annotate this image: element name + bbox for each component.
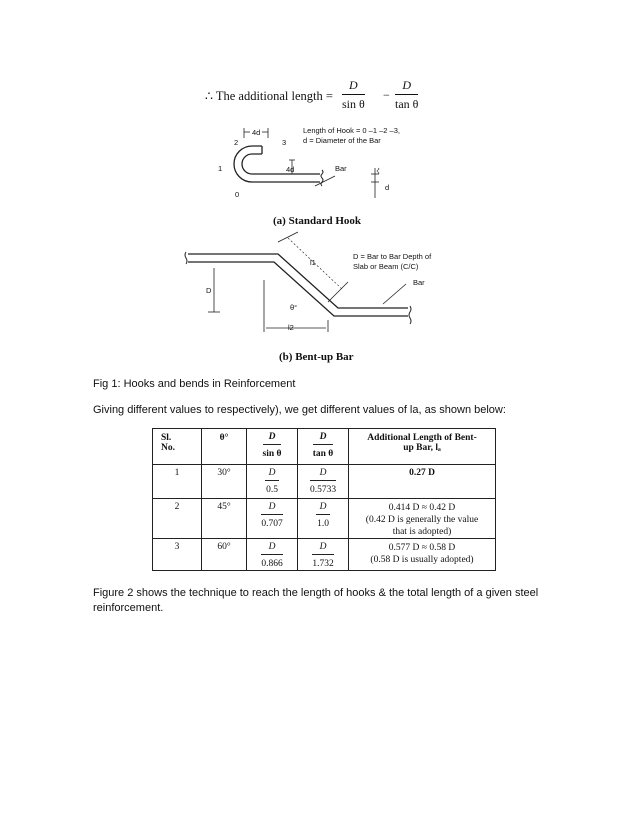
row3-sin-num: D	[261, 542, 282, 555]
row3-sl: 3	[153, 539, 202, 571]
bent-label-l1: l1	[310, 258, 316, 267]
row2-tan	[298, 499, 349, 539]
row3-tan	[298, 539, 349, 571]
row1-tan-den: 0.5733	[309, 485, 337, 495]
header-additional-line2: up Bar, lₐ	[403, 443, 441, 453]
row2-result-line3: that is adopted)	[392, 527, 452, 537]
header-tan-num: D	[313, 432, 334, 445]
row2-sin	[247, 499, 298, 539]
header-theta	[202, 429, 247, 465]
row1-sin-num: D	[265, 468, 280, 481]
table-row	[153, 499, 496, 539]
row1-tan-num: D	[310, 468, 336, 481]
bent-note-line1: D = Bar to Bar Depth of	[353, 252, 432, 261]
formula-term1-num: D	[342, 78, 365, 95]
intro-text: Giving different values to respectively), we get different values of la, as shown below:	[93, 404, 506, 416]
table-header-row	[153, 429, 496, 465]
formula-term2-den: tan θ	[395, 97, 419, 111]
hook-caption: (a) Standard Hook	[273, 215, 362, 227]
closing-text-line1: Figure 2 shows the technique to reach the length of hooks & the total length of a given steel	[93, 587, 539, 599]
row2-sin-den: 0.707	[261, 519, 283, 529]
hook-dim-4d: 4d	[252, 128, 261, 137]
formula-minus: −	[383, 88, 390, 102]
row1-sin	[247, 465, 298, 499]
hook-label-4d-vertical: 4d	[286, 165, 295, 174]
closing-text-line2: reinforcement.	[93, 602, 164, 614]
row3-result-line2: (0.58 D is usually adopted)	[370, 555, 474, 565]
hook-note-line2: d = Diameter of the Bar	[303, 136, 381, 145]
row2-sin-num: D	[261, 502, 282, 515]
hook-label-0: 0	[235, 190, 240, 199]
formula	[205, 78, 435, 114]
row3-tan-den: 1.732	[312, 559, 334, 569]
header-sl-line2: No.	[161, 443, 175, 453]
row1-result	[349, 465, 496, 499]
bent-up-table	[152, 428, 496, 571]
formula-term2	[395, 78, 418, 112]
formula-term1-den: sin θ	[342, 97, 365, 111]
header-tan	[298, 429, 349, 465]
hook-label-3: 3	[282, 138, 287, 147]
header-sl-line1: Sl.	[161, 433, 172, 443]
row2-sl: 2	[153, 499, 202, 539]
bent-label-bar: Bar	[413, 278, 425, 287]
header-theta-text: θ°	[219, 433, 229, 443]
row3-tan-num: D	[312, 542, 333, 555]
row3-result	[349, 539, 496, 571]
row1-result-line1: 0.27 D	[409, 468, 435, 478]
row3-sin-den: 0.866	[261, 559, 283, 569]
table-row	[153, 465, 496, 499]
hook-label-d: d	[385, 183, 390, 192]
row2-result-line1: 0.414 D ≈ 0.42 D	[388, 503, 456, 513]
row1-sin-den: 0.5	[266, 485, 278, 495]
bent-label-D: D	[206, 286, 212, 295]
bent-up-bar-drawing	[178, 228, 438, 338]
hook-label-bar: Bar	[335, 164, 347, 173]
bent-label-l2: l2	[288, 323, 294, 332]
header-sin	[247, 429, 298, 465]
hook-label-1: 1	[218, 164, 223, 173]
header-sl	[153, 429, 202, 465]
formula-term2-num: D	[395, 78, 418, 95]
row3-sin	[247, 539, 298, 571]
bent-caption: (b) Bent-up Bar	[279, 351, 354, 363]
row1-tan	[298, 465, 349, 499]
hook-note-line1: Length of Hook = 0 –1 –2 –3,	[303, 126, 400, 135]
row2-tan-den: 1.0	[317, 519, 329, 529]
row1-theta: 30°	[202, 465, 247, 499]
header-sin-num: D	[263, 432, 282, 445]
row2-tan-num: D	[316, 502, 331, 515]
row3-result-line1: 0.577 D ≈ 0.58 D	[388, 543, 456, 553]
row2-theta: 45°	[202, 499, 247, 539]
formula-prefix: ∴ The additional length =	[205, 89, 333, 103]
formula-term1	[342, 78, 365, 112]
bent-note-line2: Slab or Beam (C/C)	[353, 262, 419, 271]
header-sin-den: sin θ	[262, 449, 282, 459]
row3-theta: 60°	[202, 539, 247, 571]
bent-label-theta: θ°	[290, 303, 298, 312]
fig-caption: Fig 1: Hooks and bends in Reinforcement	[93, 378, 296, 390]
header-additional-line1: Additional Length of Bent-	[367, 433, 477, 443]
table-row	[153, 539, 496, 571]
row2-result-line2: (0.42 D is generally the value	[365, 515, 479, 525]
header-additional-length	[349, 429, 496, 465]
hook-label-2: 2	[234, 138, 239, 147]
header-tan-den: tan θ	[312, 449, 334, 459]
row2-result	[349, 499, 496, 539]
row1-sl: 1	[153, 465, 202, 499]
